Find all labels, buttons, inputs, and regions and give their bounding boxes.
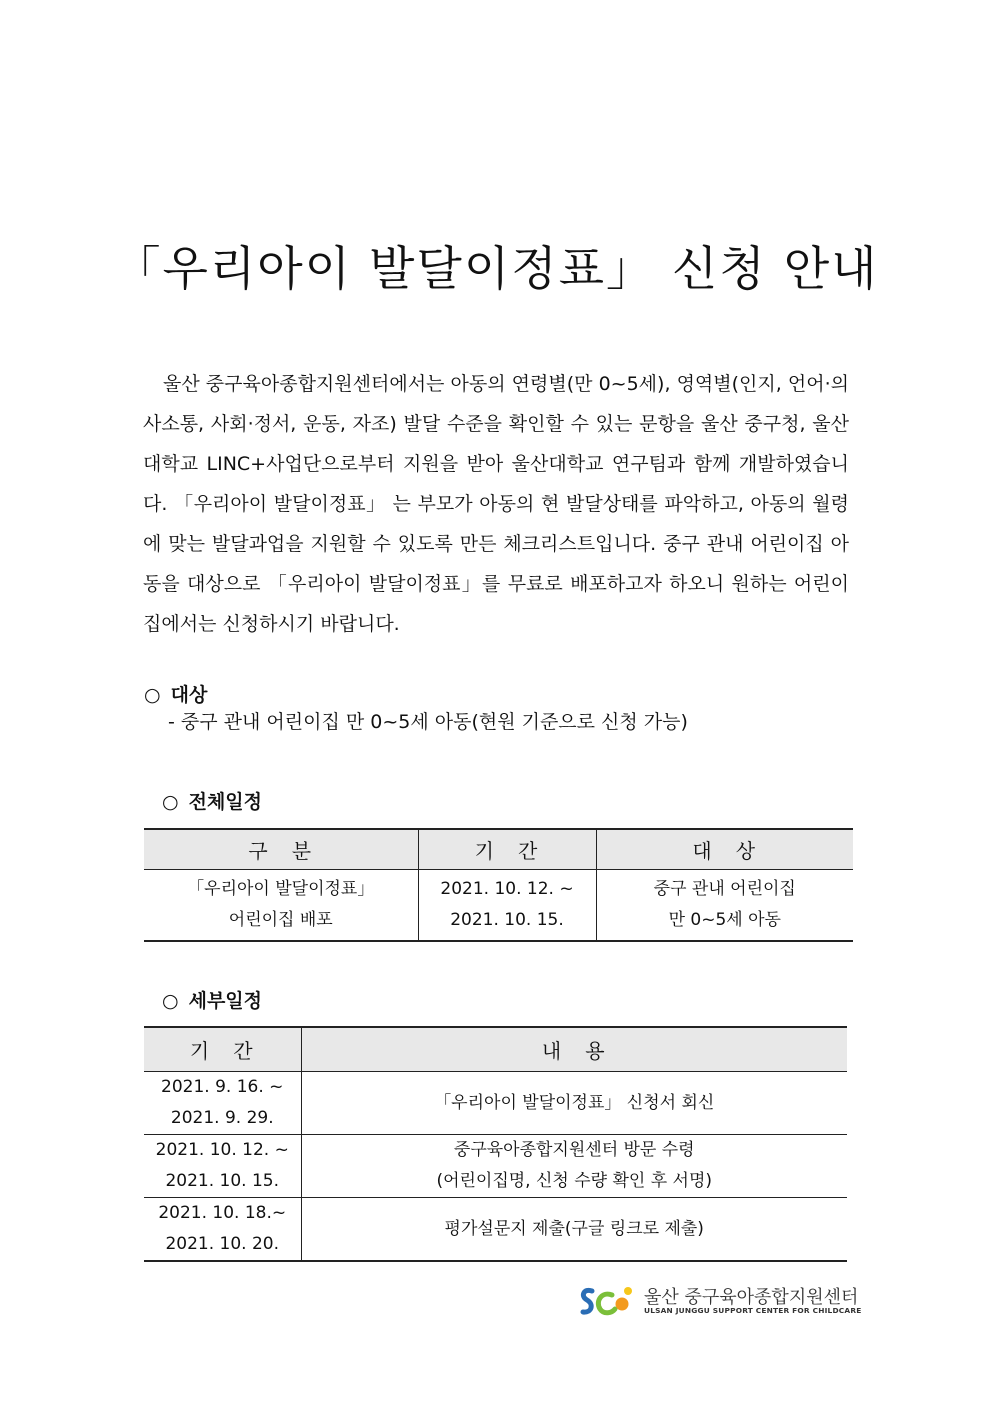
table-header-row: [144, 1027, 847, 1072]
cell-line: 「우리아이 발달이정표」 신청서 회신: [434, 1092, 715, 1113]
column-header: 내 용: [301, 1027, 847, 1072]
logo-name-english: ULSAN JUNGGU SUPPORT CENTER FOR CHILDCARE: [644, 1306, 862, 1315]
table-row: [144, 1198, 847, 1262]
detail-schedule-table: [144, 1026, 847, 1262]
intro-text: 울산 중구육아종합지원센터에서는 아동의 연령별(만 0~5세), 영역별(인지, 언어·의사소통, 사회·정서, 운동, 자조) 발달 수준을 확인할 수 있는 문항을 울산 중구청, 울산대학교 LINC+사업단으로부터 지원을 받아 울산대학교 연구팀과 함께 개발하였습니다. 「우리아이 발달이정표」 는 부모가 아동의 현 발달상태를 파악하고, 아동의 월령에 맞는 발달과업을 지원할 수 있도록 만든 체크리스트입니다. 중구 관내 어린이집 아동을 대상으로 「우리아이 발달이정표」를 무료로 배포하고자 하오니 원하는 어린이집에서는 신청하시기 바랍니다.: [143, 373, 849, 635]
cell-line: 2021. 10. 18.~: [158, 1203, 287, 1223]
table-cell: [301, 1198, 847, 1262]
cell-line: 2021. 9. 16. ~: [161, 1077, 284, 1097]
cell-line: 중구 관내 어린이집: [653, 879, 796, 899]
table-header-row: [144, 829, 853, 870]
table-cell: [144, 1072, 301, 1135]
column-header: 대 상: [596, 829, 853, 870]
cell-line: 「우리아이 발달이정표」: [187, 879, 375, 899]
cell-line: 2021. 9. 29.: [170, 1108, 274, 1128]
cell-line: 2021. 10. 12. ~: [155, 1140, 289, 1160]
target-heading: [144, 680, 207, 707]
cell-line: 2021. 10. 15.: [165, 1171, 280, 1191]
overall-schedule-table: [144, 828, 853, 942]
table-row: [144, 1072, 847, 1135]
column-header: 기 간: [418, 829, 596, 870]
page-title: 「우리아이 발달이정표」 신청 안내: [113, 242, 879, 297]
cell-line: 2021. 10. 12. ~: [440, 879, 574, 899]
cell-line: 중구육아종합지원센터 방문 수령: [453, 1140, 695, 1160]
center-logo: [578, 1282, 862, 1322]
circle-bullet-icon: ○: [144, 684, 161, 706]
cell-line: (어린이집명, 신청 수량 확인 후 서명): [436, 1171, 713, 1191]
table-row: [144, 870, 853, 942]
cell-line: 어린이집 배포: [228, 910, 333, 930]
intro-paragraph: [143, 364, 849, 644]
detail-heading-label: 세부일정: [188, 990, 263, 1012]
table-cell: [144, 1135, 301, 1198]
schedule-heading: [162, 787, 262, 814]
table-cell: [418, 870, 596, 942]
circle-bullet-icon: ○: [162, 990, 179, 1012]
table-cell: [596, 870, 853, 942]
table-cell: [301, 1135, 847, 1198]
schedule-heading-label: 전체일정: [188, 791, 263, 813]
cell-line: 2021. 10. 20.: [165, 1234, 280, 1254]
center-logo-mark-icon: [578, 1282, 634, 1320]
target-heading-label: 대상: [170, 684, 208, 706]
table-cell: [144, 870, 418, 942]
table-cell: [144, 1198, 301, 1262]
cell-line: 평가설문지 제출(구글 링크로 제출): [444, 1218, 704, 1239]
table-cell: [301, 1072, 847, 1135]
column-header: 기 간: [144, 1027, 301, 1072]
target-description: - 중구 관내 어린이집 만 0~5세 아동(현원 기준으로 신청 가능): [168, 711, 688, 733]
detail-heading: [162, 986, 262, 1013]
column-header: 구 분: [144, 829, 418, 870]
cell-line: 2021. 10. 15.: [450, 910, 564, 930]
logo-name-korean: 울산 중구육아종합지원센터: [644, 1287, 859, 1308]
cell-line: 만 0~5세 아동: [668, 910, 781, 930]
circle-bullet-icon: ○: [162, 791, 179, 813]
table-row: [144, 1135, 847, 1198]
